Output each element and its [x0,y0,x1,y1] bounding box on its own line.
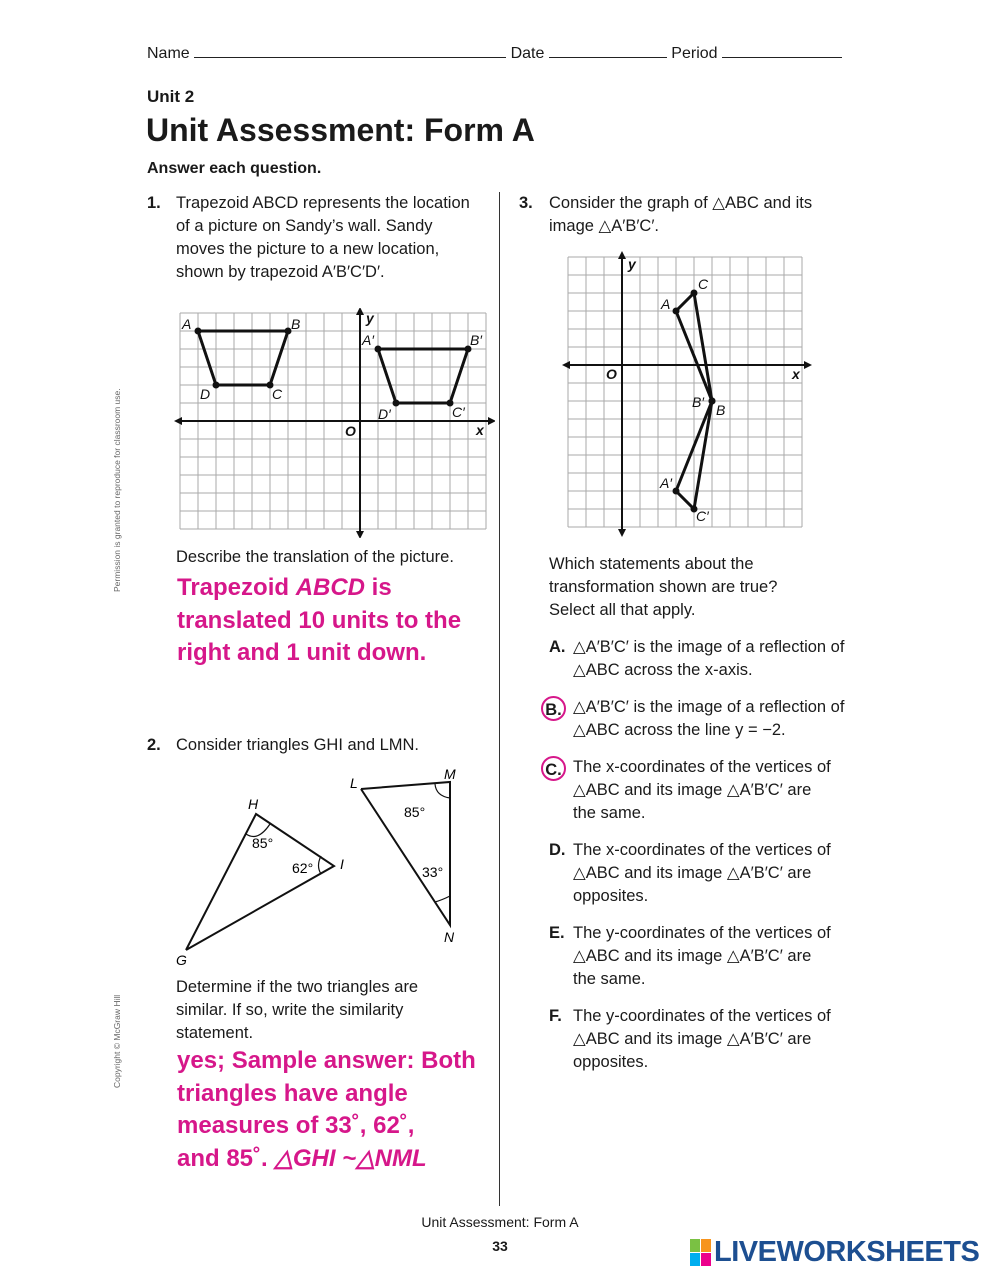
angle-m: 85° [404,804,426,820]
q3-y-arrow-down [618,529,626,537]
q1-label-b2: B′ [470,332,482,348]
label-i: I [340,856,344,872]
q1-label-x: x [476,422,484,438]
option-b-letter-circled: B. [541,696,566,721]
option-b-text: △A′B′C′ is the image of a reflection of △ABC across the line y = −2. [573,698,845,739]
q1-vertex-dot [213,382,220,389]
q3-label-o: O [606,366,617,382]
period-field[interactable] [722,43,842,58]
q3-options [545,636,869,1074]
q2-answer-line2: triangles have angle [177,1079,408,1107]
q1-label-c: C [272,386,283,402]
q3-graph [560,250,815,538]
q3-vertex-dot [691,290,698,297]
column-divider [499,192,500,1206]
option-d-text: The x-coordinates of the vertices of △ABC and its image △A′B′C′ are opposites. [573,841,831,905]
q2-prompt: Determine if the two triangles are similar. If so, write the similarity statement. [176,978,419,1042]
q3-label-b2: B′ [692,394,704,410]
q1-label-y: y [366,310,374,326]
instructions: Answer each question. [147,160,322,177]
q3-label-c: C [698,276,709,292]
q1-x-arrow-right [488,417,495,425]
q1-label-c2: C′ [452,404,465,420]
q3-prompt: Which statements about the transformation shown are true? Select all that apply. [549,555,778,619]
q2-answer-line3: measures of 33˚, 62˚, [177,1112,415,1139]
q3-label-x: x [792,366,800,382]
q1-graph [170,308,495,538]
period-label: Period [671,45,718,62]
q2-answer [177,1045,476,1175]
option-d-letter: D. [549,841,566,859]
option-f-text: The y-coordinates of the vertices of △ABC and its image △A′B′C′ are opposites. [573,1007,831,1071]
brand-grid-icon [690,1239,712,1267]
q1-label-a2: A′ [362,332,374,348]
q1-label-o: O [345,423,356,439]
label-l: L [350,775,358,791]
option-e[interactable] [549,922,869,991]
q1-answer-line1b: ABCD [295,574,366,601]
q2-answer-line4a: and 85˚. [177,1144,275,1172]
option-f-letter: F. [549,1007,562,1025]
brand-text: LIVEWORKSHEETS [714,1236,980,1268]
q1-answer [177,572,461,670]
page-title: Unit Assessment: Form A [146,112,535,148]
q1-vertex-dot [195,328,202,335]
q3-number: 3. [519,194,533,212]
q2-text: Consider triangles GHI and LMN. [176,736,420,754]
option-b[interactable] [545,696,869,742]
angle-h: 85° [252,835,274,851]
label-n: N [444,929,455,945]
q1-answer-line2: translated 10 units to the [177,606,462,634]
header-fields [147,43,857,63]
option-e-text: The y-coordinates of the vertices of △ABC and its image △A′B′C′ are the same. [573,924,831,988]
q1-answer-line3: right and 1 unit down. [177,639,427,666]
q1-label-d2: D′ [378,406,391,422]
option-c[interactable] [545,756,869,825]
q2-triangles [170,762,470,972]
q3-vertex-dot [673,488,680,495]
q2-number: 2. [147,736,161,754]
option-a-text: △A′B′C′ is the image of a reflection of △ABC across the x-axis. [573,638,845,679]
q3-label-y: y [628,256,636,272]
option-f[interactable] [549,1005,869,1074]
option-c-text: The x-coordinates of the vertices of △ABC and its image △A′B′C′ are the same. [573,758,831,822]
q1-label-b: B [291,316,301,332]
q1-y-arrow-down [356,531,364,538]
q1-vertex-dot [393,400,400,407]
q1-x-arrow-left [174,417,182,425]
q1-text: Trapezoid ABCD represents the location of a picture on Sandy’s wall. Sandy moves the picture to a new location, shown by trapezoid A′B′C′D′. [176,194,470,281]
q3-label-a2: A′ [660,475,672,491]
q1-y-arrow-up [356,308,364,315]
brand-logo[interactable] [690,1236,979,1269]
option-d[interactable] [549,839,869,908]
page-number: 33 [492,1238,508,1254]
q1-label-d: D [200,386,211,402]
copyright-note: Copyright © McGraw Hill [112,994,122,1088]
option-a-letter: A. [549,638,566,656]
q1-prompt: Describe the translation of the picture. [176,548,454,566]
option-c-letter-circled: C. [541,756,566,781]
option-e-letter: E. [549,924,565,942]
label-g: G [176,952,187,968]
q3-label-c2: C′ [696,508,709,524]
date-field[interactable] [549,43,667,58]
q3-label-b: B [716,402,726,418]
trapezoid-abcd-prime [378,349,468,403]
q3-x-arrow-left [562,361,570,369]
q3-label-a: A [661,296,671,312]
date-label: Date [510,45,545,62]
angle-n: 33° [422,864,444,880]
q3-vertex-dot [673,308,680,315]
angle-i: 62° [292,860,314,876]
q1-vertex-dot [375,346,382,353]
trapezoid-abcd [198,331,288,385]
q3-text: Consider the graph of △ABC and its image △A′B′C′. [549,194,813,235]
q1-answer-line1c: is [365,574,392,601]
q1-answer-line1a: Trapezoid [177,574,296,601]
permission-note: Permission is granted to reproduce for classroom use. [112,388,122,592]
q3-y-arrow-up [618,251,626,259]
q2-answer-line4b: △GHI ~△NML [274,1144,427,1172]
q2-answer-line1: yes; Sample answer: Both [177,1047,476,1074]
q1-label-a: A [182,316,192,332]
label-h: H [248,796,259,812]
q1-number: 1. [147,194,161,212]
footer-title: Unit Assessment: Form A [421,1214,579,1230]
name-field[interactable] [194,43,506,58]
option-a[interactable] [549,636,869,682]
label-m: M [444,766,456,782]
name-label: Name [147,45,190,62]
q3-x-arrow-right [804,361,812,369]
unit-label: Unit 2 [147,87,195,106]
q3-vertex-dot [709,398,716,405]
